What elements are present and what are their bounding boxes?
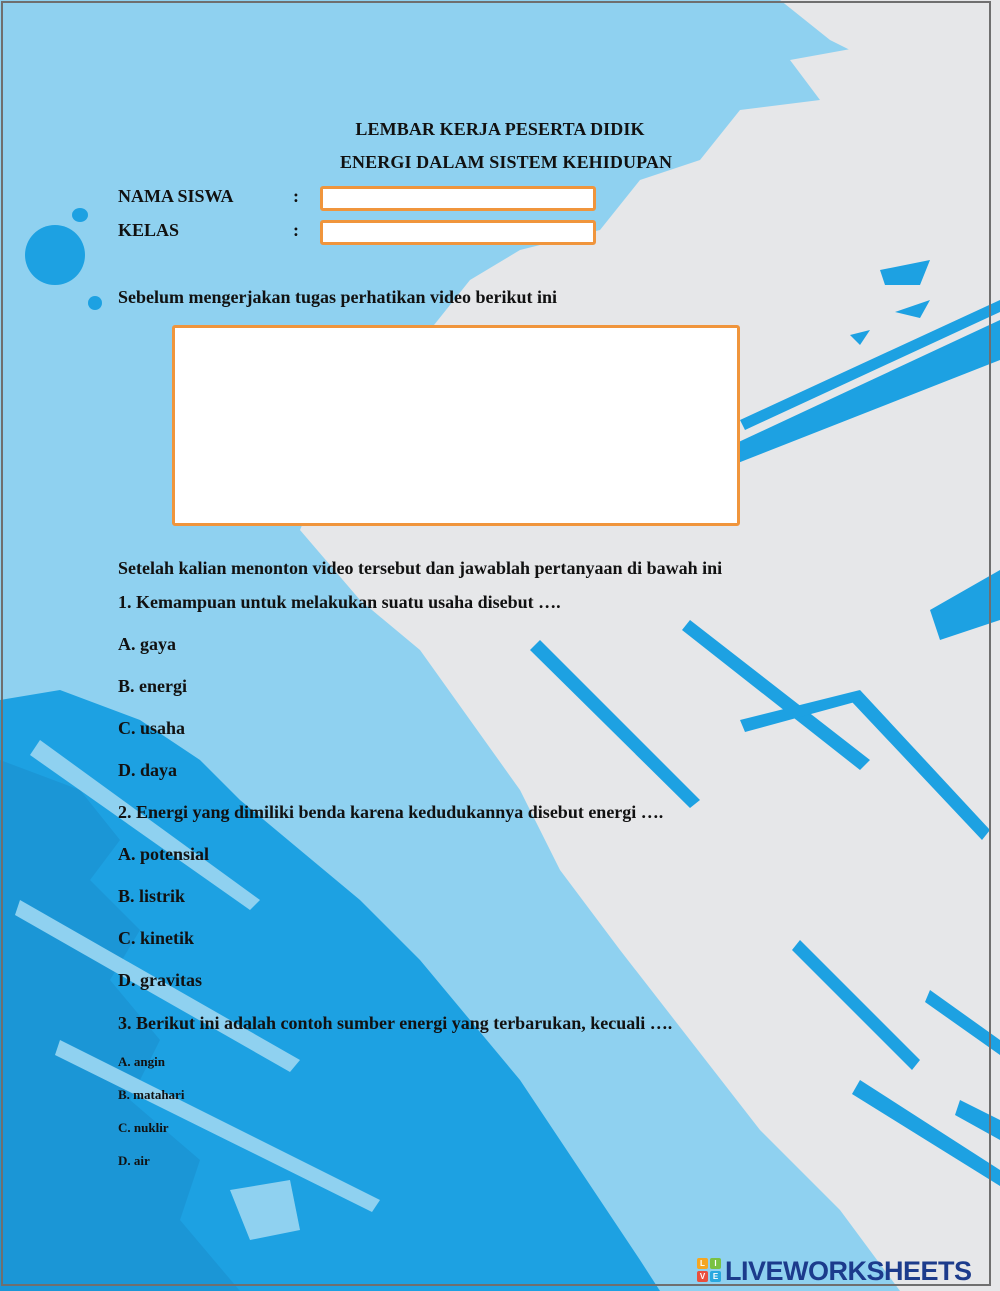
class-colon: : [293, 220, 299, 240]
logo-square-i: I [710, 1258, 721, 1269]
question-3-option-b[interactable]: B. matahari [118, 1087, 185, 1102]
question-3-option-a[interactable]: A. angin [118, 1054, 165, 1069]
liveworksheets-brand[interactable] [697, 1256, 993, 1286]
logo-square-e: E [710, 1271, 721, 1282]
question-1-option-b[interactable]: B. energi [118, 676, 187, 696]
worksheet-subtitle: ENERGI DALAM SISTEM KEHIDUPAN [339, 152, 673, 172]
class-input[interactable] [320, 220, 596, 245]
class-label: KELAS [118, 220, 180, 240]
question-2: 2. Energi yang dimiliki benda karena kedudukannya disebut energi …. [118, 802, 664, 822]
question-2-option-d[interactable]: D. gravitas [118, 970, 202, 990]
question-3: 3. Berikut ini adalah contoh sumber energi yang terbarukan, kecuali …. [118, 1013, 673, 1033]
question-1-option-c[interactable]: C. usaha [118, 718, 186, 738]
brand-name: LIVEWORKSHEETS [725, 1255, 972, 1286]
logo-square-l: L [697, 1258, 708, 1269]
question-1-option-d[interactable]: D. daya [118, 760, 178, 780]
question-3-option-d[interactable]: D. air [118, 1153, 150, 1168]
question-2-option-b[interactable]: B. listrik [118, 886, 186, 906]
name-input[interactable] [320, 186, 596, 211]
question-2-option-a[interactable]: A. potensial [118, 844, 210, 864]
name-colon: : [293, 186, 299, 206]
question-1: 1. Kemampuan untuk melakukan suatu usaha disebut …. [118, 592, 561, 612]
video-embed[interactable] [172, 325, 740, 526]
question-2-option-c[interactable]: C. kinetik [118, 928, 195, 948]
questions-instruction: Setelah kalian menonton video tersebut dan jawablah pertanyaan di bawah ini [118, 558, 723, 578]
name-label: NAMA SISWA [118, 186, 234, 206]
question-3-option-c[interactable]: C. nuklir [118, 1120, 169, 1135]
video-instruction: Sebelum mengerjakan tugas perhatikan video berikut ini [118, 287, 558, 307]
question-1-option-a[interactable]: A. gaya [118, 634, 176, 654]
logo-square-v: V [697, 1271, 708, 1282]
worksheet-title: LEMBAR KERJA PESERTA DIDIK [355, 119, 645, 139]
liveworksheets-logo-icon [697, 1258, 723, 1284]
